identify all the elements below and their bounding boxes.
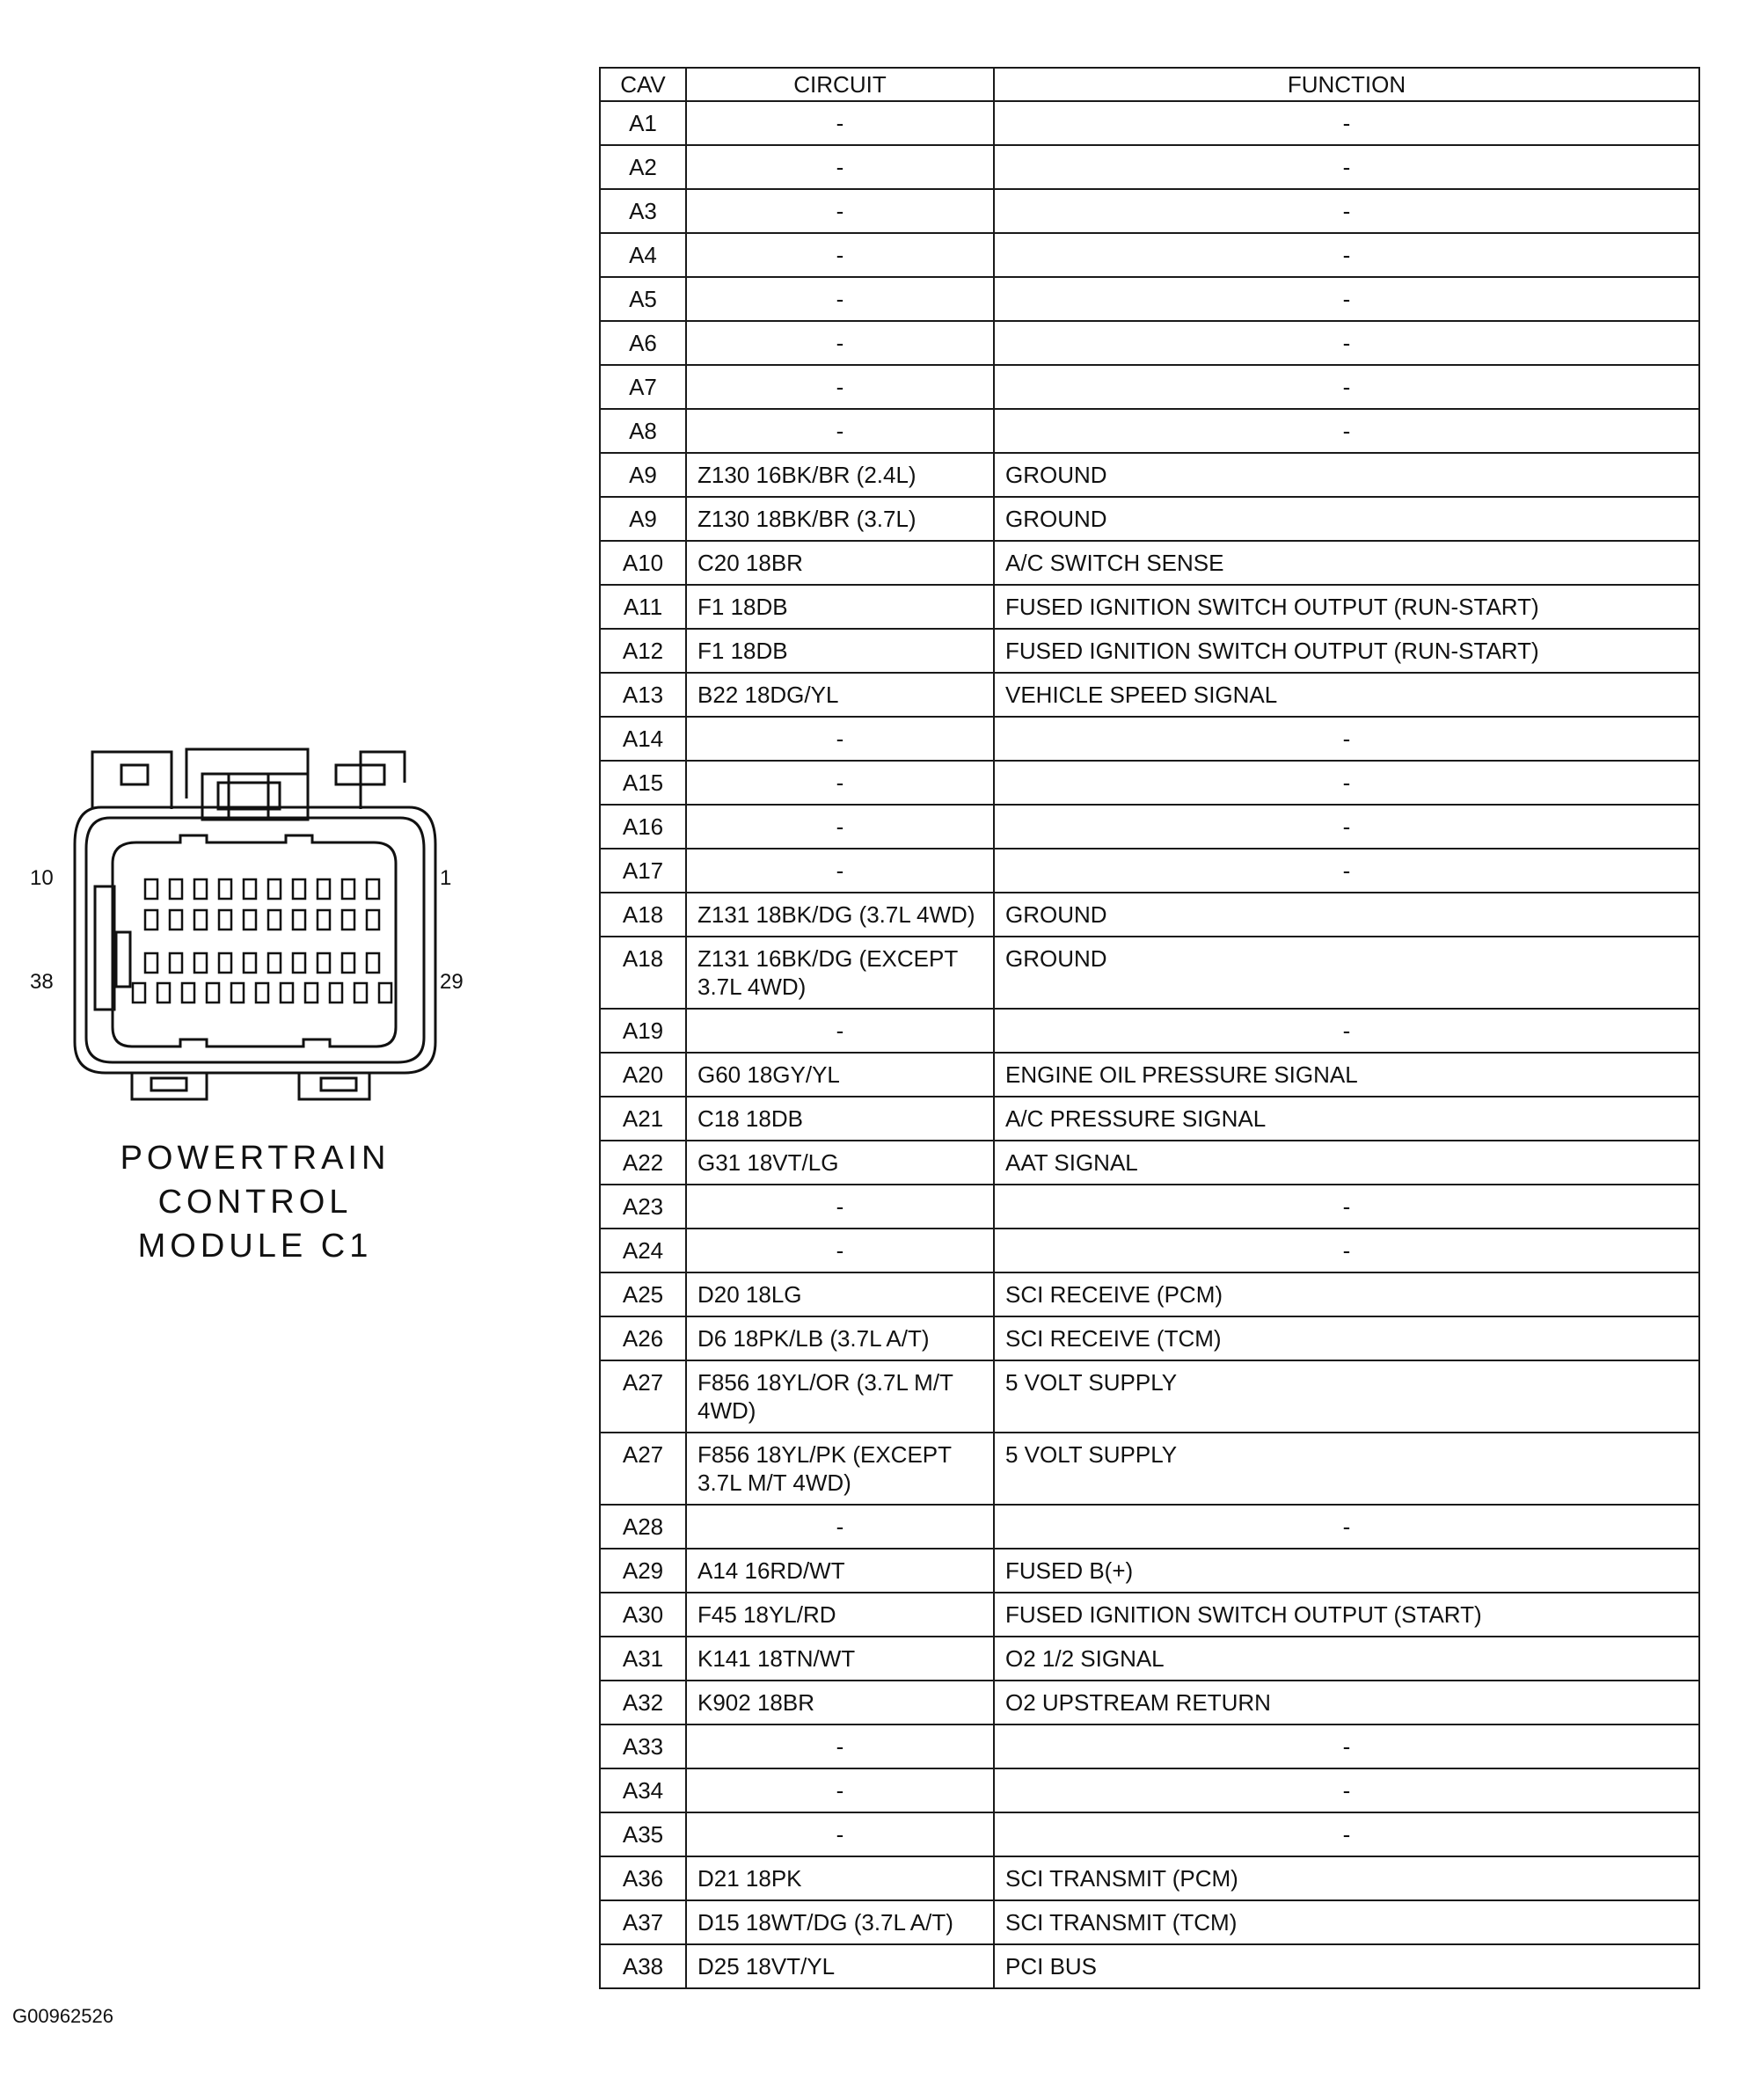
table-row bbox=[600, 1141, 1699, 1185]
cav-cell: A10 bbox=[600, 541, 686, 585]
circuit-cell: - bbox=[686, 849, 994, 893]
circuit-cell: D25 18VT/YL bbox=[686, 1944, 994, 1988]
table-row bbox=[600, 1316, 1699, 1360]
cav-cell: A18 bbox=[600, 893, 686, 937]
pin-cavity bbox=[219, 910, 231, 930]
table-row bbox=[600, 321, 1699, 365]
table-row bbox=[600, 189, 1699, 233]
table-row bbox=[600, 937, 1699, 1009]
cav-cell: A27 bbox=[600, 1360, 686, 1433]
table-row bbox=[600, 1944, 1699, 1988]
cav-cell: A14 bbox=[600, 717, 686, 761]
cav-cell: A9 bbox=[600, 453, 686, 497]
circuit-cell: - bbox=[686, 101, 994, 145]
function-cell: - bbox=[994, 233, 1699, 277]
cav-cell: A36 bbox=[600, 1856, 686, 1900]
function-cell: - bbox=[994, 189, 1699, 233]
pin-cavity bbox=[293, 953, 305, 973]
function-cell: GROUND bbox=[994, 453, 1699, 497]
pin-cavity bbox=[318, 879, 330, 899]
function-cell: - bbox=[994, 277, 1699, 321]
function-cell: - bbox=[994, 1768, 1699, 1812]
table-row bbox=[600, 1681, 1699, 1724]
pin-cavity bbox=[293, 910, 305, 930]
function-cell: AAT SIGNAL bbox=[994, 1141, 1699, 1185]
cav-cell: A29 bbox=[600, 1549, 686, 1593]
circuit-cell: D20 18LG bbox=[686, 1272, 994, 1316]
table-row bbox=[600, 673, 1699, 717]
pin-cavity bbox=[145, 879, 157, 899]
table-row bbox=[600, 409, 1699, 453]
circuit-cell: F856 18YL/OR (3.7L M/T 4WD) bbox=[686, 1360, 994, 1433]
table-row bbox=[600, 453, 1699, 497]
circuit-cell: C20 18BR bbox=[686, 541, 994, 585]
cav-cell: A25 bbox=[600, 1272, 686, 1316]
table-row bbox=[600, 1097, 1699, 1141]
cav-cell: A23 bbox=[600, 1185, 686, 1229]
cav-cell: A18 bbox=[600, 937, 686, 1009]
table-row bbox=[600, 1637, 1699, 1681]
circuit-cell: Z130 16BK/BR (2.4L) bbox=[686, 453, 994, 497]
cav-cell: A31 bbox=[600, 1637, 686, 1681]
cav-cell: A30 bbox=[600, 1593, 686, 1637]
circuit-cell: - bbox=[686, 1724, 994, 1768]
pin-cavity bbox=[194, 910, 207, 930]
function-cell: - bbox=[994, 365, 1699, 409]
pin-cavity bbox=[244, 879, 256, 899]
cav-cell: A33 bbox=[600, 1724, 686, 1768]
cav-cell: A26 bbox=[600, 1316, 686, 1360]
function-cell: - bbox=[994, 321, 1699, 365]
function-cell: A/C SWITCH SENSE bbox=[994, 541, 1699, 585]
pin-cavity bbox=[293, 879, 305, 899]
pin-cavity bbox=[231, 983, 244, 1003]
cav-cell: A2 bbox=[600, 145, 686, 189]
table-row bbox=[600, 893, 1699, 937]
circuit-cell: B22 18DG/YL bbox=[686, 673, 994, 717]
pin-cavity bbox=[281, 983, 293, 1003]
pin-cavity bbox=[207, 983, 219, 1003]
cav-cell: A4 bbox=[600, 233, 686, 277]
pin-cavity bbox=[268, 953, 281, 973]
function-cell: 5 VOLT SUPPLY bbox=[994, 1433, 1699, 1505]
circuit-cell: K902 18BR bbox=[686, 1681, 994, 1724]
table-row bbox=[600, 1812, 1699, 1856]
table-row bbox=[600, 1053, 1699, 1097]
table-row bbox=[600, 1900, 1699, 1944]
function-cell: - bbox=[994, 1009, 1699, 1053]
function-cell: FUSED B(+) bbox=[994, 1549, 1699, 1593]
circuit-cell: Z130 18BK/BR (3.7L) bbox=[686, 497, 994, 541]
cav-cell: A27 bbox=[600, 1433, 686, 1505]
figure-id: G00962526 bbox=[12, 2005, 113, 2027]
function-cell: FUSED IGNITION SWITCH OUTPUT (RUN-START) bbox=[994, 585, 1699, 629]
pin-cavity bbox=[342, 953, 354, 973]
pin-cavity bbox=[145, 910, 157, 930]
pinout-table bbox=[599, 67, 1700, 1989]
table-row bbox=[600, 365, 1699, 409]
pin-cavity bbox=[367, 910, 379, 930]
cav-cell: A38 bbox=[600, 1944, 686, 1988]
circuit-cell: - bbox=[686, 717, 994, 761]
table-row bbox=[600, 277, 1699, 321]
function-cell: VEHICLE SPEED SIGNAL bbox=[994, 673, 1699, 717]
circuit-cell: F45 18YL/RD bbox=[686, 1593, 994, 1637]
function-cell: - bbox=[994, 805, 1699, 849]
cav-cell: A15 bbox=[600, 761, 686, 805]
caption-line-1: POWERTRAIN bbox=[120, 1140, 391, 1177]
circuit-cell: - bbox=[686, 1505, 994, 1549]
function-cell: GROUND bbox=[994, 497, 1699, 541]
table-row bbox=[600, 1549, 1699, 1593]
function-cell: PCI BUS bbox=[994, 1944, 1699, 1988]
circuit-cell: F1 18DB bbox=[686, 585, 994, 629]
cav-cell: A11 bbox=[600, 585, 686, 629]
cav-cell: A21 bbox=[600, 1097, 686, 1141]
circuit-cell: - bbox=[686, 145, 994, 189]
header-circuit: CIRCUIT bbox=[686, 68, 994, 101]
cav-cell: A35 bbox=[600, 1812, 686, 1856]
pin-cavity bbox=[354, 983, 367, 1003]
function-cell: O2 1/2 SIGNAL bbox=[994, 1637, 1699, 1681]
pin-cavity bbox=[133, 983, 145, 1003]
circuit-cell: - bbox=[686, 805, 994, 849]
pin-cavity bbox=[170, 910, 182, 930]
circuit-cell: Z131 18BK/DG (3.7L 4WD) bbox=[686, 893, 994, 937]
pin-cavity bbox=[305, 983, 318, 1003]
cav-cell: A17 bbox=[600, 849, 686, 893]
function-cell: - bbox=[994, 1812, 1699, 1856]
cav-cell: A20 bbox=[600, 1053, 686, 1097]
table-row bbox=[600, 1272, 1699, 1316]
function-cell: - bbox=[994, 1229, 1699, 1272]
pin-cavity bbox=[244, 953, 256, 973]
cav-cell: A1 bbox=[600, 101, 686, 145]
function-cell: GROUND bbox=[994, 937, 1699, 1009]
cav-cell: A34 bbox=[600, 1768, 686, 1812]
cav-cell: A5 bbox=[600, 277, 686, 321]
table-row bbox=[600, 1505, 1699, 1549]
circuit-cell: - bbox=[686, 761, 994, 805]
circuit-cell: D21 18PK bbox=[686, 1856, 994, 1900]
table-row bbox=[600, 629, 1699, 673]
circuit-cell: - bbox=[686, 365, 994, 409]
circuit-cell: - bbox=[686, 189, 994, 233]
function-cell: - bbox=[994, 1505, 1699, 1549]
pin-cavity bbox=[268, 910, 281, 930]
circuit-cell: Z131 16BK/DG (EXCEPT 3.7L 4WD) bbox=[686, 937, 994, 1009]
circuit-cell: D15 18WT/DG (3.7L A/T) bbox=[686, 1900, 994, 1944]
pin-label-38: 38 bbox=[30, 970, 54, 994]
cav-cell: A9 bbox=[600, 497, 686, 541]
table-row bbox=[600, 101, 1699, 145]
pin-cavity bbox=[318, 953, 330, 973]
pin-cavity bbox=[330, 983, 342, 1003]
circuit-cell: - bbox=[686, 409, 994, 453]
pin-cavity bbox=[318, 910, 330, 930]
table-row bbox=[600, 1724, 1699, 1768]
table-header-row bbox=[600, 68, 1699, 101]
pin-cavity bbox=[244, 910, 256, 930]
function-cell: FUSED IGNITION SWITCH OUTPUT (START) bbox=[994, 1593, 1699, 1637]
table-row bbox=[600, 761, 1699, 805]
circuit-cell: C18 18DB bbox=[686, 1097, 994, 1141]
pin-cavity bbox=[367, 879, 379, 899]
cav-cell: A16 bbox=[600, 805, 686, 849]
table-row bbox=[600, 585, 1699, 629]
pin-cavity bbox=[379, 983, 391, 1003]
table-row bbox=[600, 1229, 1699, 1272]
header-cav: CAV bbox=[600, 68, 686, 101]
circuit-cell: - bbox=[686, 1009, 994, 1053]
function-cell: SCI RECEIVE (PCM) bbox=[994, 1272, 1699, 1316]
table-row bbox=[600, 497, 1699, 541]
function-cell: - bbox=[994, 145, 1699, 189]
connector-face-diagram bbox=[18, 730, 475, 1134]
pin-cavity bbox=[194, 953, 207, 973]
pin-cavity bbox=[268, 879, 281, 899]
table-row bbox=[600, 1768, 1699, 1812]
cav-cell: A13 bbox=[600, 673, 686, 717]
pin-label-29: 29 bbox=[440, 970, 464, 994]
function-cell: - bbox=[994, 101, 1699, 145]
function-cell: - bbox=[994, 1724, 1699, 1768]
cav-cell: A6 bbox=[600, 321, 686, 365]
circuit-cell: F856 18YL/PK (EXCEPT 3.7L M/T 4WD) bbox=[686, 1433, 994, 1505]
circuit-cell: K141 18TN/WT bbox=[686, 1637, 994, 1681]
table-row bbox=[600, 1433, 1699, 1505]
connector-caption bbox=[114, 1136, 396, 1268]
function-cell: O2 UPSTREAM RETURN bbox=[994, 1681, 1699, 1724]
function-cell: GROUND bbox=[994, 893, 1699, 937]
pin-label-1: 1 bbox=[440, 866, 452, 890]
pin-cavity bbox=[157, 983, 170, 1003]
function-cell: - bbox=[994, 761, 1699, 805]
function-cell: - bbox=[994, 717, 1699, 761]
function-cell: 5 VOLT SUPPLY bbox=[994, 1360, 1699, 1433]
function-cell: - bbox=[994, 849, 1699, 893]
pin-cavity bbox=[256, 983, 268, 1003]
circuit-cell: G60 18GY/YL bbox=[686, 1053, 994, 1097]
cav-cell: A37 bbox=[600, 1900, 686, 1944]
function-cell: SCI TRANSMIT (PCM) bbox=[994, 1856, 1699, 1900]
table-row bbox=[600, 805, 1699, 849]
table-row bbox=[600, 145, 1699, 189]
cav-cell: A24 bbox=[600, 1229, 686, 1272]
circuit-cell: - bbox=[686, 1229, 994, 1272]
pin-cavity bbox=[219, 879, 231, 899]
circuit-cell: - bbox=[686, 1812, 994, 1856]
caption-line-3: MODULE C1 bbox=[137, 1228, 373, 1265]
cav-cell: A3 bbox=[600, 189, 686, 233]
circuit-cell: - bbox=[686, 233, 994, 277]
function-cell: ENGINE OIL PRESSURE SIGNAL bbox=[994, 1053, 1699, 1097]
header-function: FUNCTION bbox=[994, 68, 1699, 101]
cav-cell: A28 bbox=[600, 1505, 686, 1549]
circuit-cell: - bbox=[686, 1768, 994, 1812]
pin-cavity bbox=[367, 953, 379, 973]
function-cell: SCI RECEIVE (TCM) bbox=[994, 1316, 1699, 1360]
table-row bbox=[600, 1593, 1699, 1637]
pin-label-10: 10 bbox=[30, 866, 54, 890]
pin-cavity bbox=[170, 953, 182, 973]
circuit-cell: - bbox=[686, 321, 994, 365]
table-row bbox=[600, 233, 1699, 277]
circuit-cell: F1 18DB bbox=[686, 629, 994, 673]
table-row bbox=[600, 849, 1699, 893]
table-row bbox=[600, 1185, 1699, 1229]
function-cell: - bbox=[994, 1185, 1699, 1229]
circuit-cell: G31 18VT/LG bbox=[686, 1141, 994, 1185]
table-row bbox=[600, 1856, 1699, 1900]
pin-cavity bbox=[182, 983, 194, 1003]
caption-line-2: CONTROL bbox=[157, 1184, 353, 1221]
cav-cell: A8 bbox=[600, 409, 686, 453]
circuit-cell: D6 18PK/LB (3.7L A/T) bbox=[686, 1316, 994, 1360]
pin-cavity bbox=[342, 879, 354, 899]
pin-cavity bbox=[145, 953, 157, 973]
cav-cell: A12 bbox=[600, 629, 686, 673]
circuit-cell: - bbox=[686, 277, 994, 321]
function-cell: - bbox=[994, 409, 1699, 453]
function-cell: SCI TRANSMIT (TCM) bbox=[994, 1900, 1699, 1944]
table-row bbox=[600, 1360, 1699, 1433]
table-row bbox=[600, 541, 1699, 585]
pin-cavity bbox=[342, 910, 354, 930]
cav-cell: A32 bbox=[600, 1681, 686, 1724]
table-row bbox=[600, 717, 1699, 761]
function-cell: FUSED IGNITION SWITCH OUTPUT (RUN-START) bbox=[994, 629, 1699, 673]
pin-cavity bbox=[219, 953, 231, 973]
cav-cell: A19 bbox=[600, 1009, 686, 1053]
circuit-cell: - bbox=[686, 1185, 994, 1229]
function-cell: A/C PRESSURE SIGNAL bbox=[994, 1097, 1699, 1141]
circuit-cell: A14 16RD/WT bbox=[686, 1549, 994, 1593]
table-row bbox=[600, 1009, 1699, 1053]
cav-cell: A7 bbox=[600, 365, 686, 409]
pin-cavity bbox=[194, 879, 207, 899]
pin-cavity bbox=[170, 879, 182, 899]
cav-cell: A22 bbox=[600, 1141, 686, 1185]
